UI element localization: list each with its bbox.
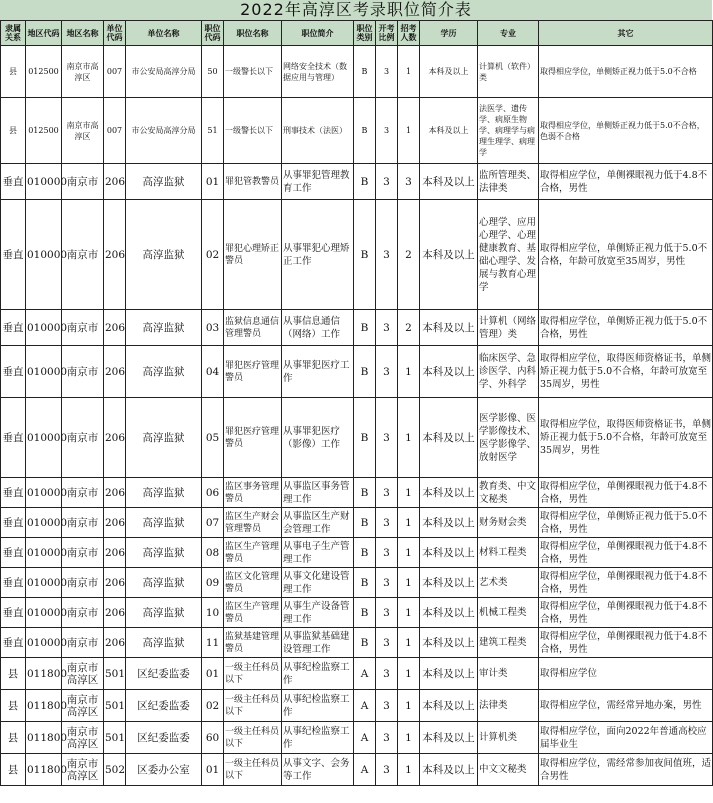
cell-position-code: 02 <box>202 200 224 310</box>
cell-area-name: 南京市 <box>62 628 104 658</box>
cell-relation: 县 <box>1 98 26 164</box>
cell-relation: 垂直 <box>1 398 26 478</box>
cell-ratio: 3 <box>376 98 398 164</box>
cell-count: 1 <box>398 398 420 478</box>
cell-category: B <box>354 46 376 98</box>
cell-major: 机械工程类 <box>478 598 539 628</box>
cell-relation: 县 <box>1 754 26 786</box>
cell-unit-name: 市公安局高淳分局 <box>126 98 202 164</box>
cell-unit-code: 501 <box>104 722 126 754</box>
cell-position-desc: 从事纪检监察工作 <box>282 658 354 690</box>
cell-relation: 垂直 <box>1 164 26 200</box>
cell-major: 临床医学、急诊医学、内科学、外科学 <box>478 346 539 398</box>
header-education: 学历 <box>420 21 478 46</box>
cell-count: 1 <box>398 658 420 690</box>
cell-unit-code: 206 <box>104 538 126 568</box>
cell-other: 取得相应学位，单侧裸眼视力低于4.8不合格，男性 <box>539 478 713 508</box>
cell-position-desc: 网络安全技术（数据应用与管理） <box>282 46 354 98</box>
cell-education: 本科及以上 <box>420 346 478 398</box>
cell-position-name: 监区生产财会管理警员 <box>224 508 282 538</box>
cell-education: 本科及以上 <box>420 46 478 98</box>
cell-position-code: 02 <box>202 690 224 722</box>
cell-other: 取得相应学位 <box>539 658 713 690</box>
cell-category: B <box>354 310 376 346</box>
cell-position-desc: 从事纪检监察工作 <box>282 722 354 754</box>
cell-relation: 垂直 <box>1 628 26 658</box>
cell-area-code: 011800 <box>26 658 62 690</box>
cell-major: 计算机（软件）类 <box>478 46 539 98</box>
cell-unit-name: 高淳监狱 <box>126 346 202 398</box>
cell-unit-name: 高淳监狱 <box>126 478 202 508</box>
header-major: 专业 <box>478 21 539 46</box>
cell-area-code: 010000 <box>26 310 62 346</box>
cell-area-code: 010000 <box>26 164 62 200</box>
cell-relation: 垂直 <box>1 538 26 568</box>
header-position-name: 职位名称 <box>224 21 282 46</box>
cell-other: 取得相应学位，单侧矫正视力低于5.0不合格，男性 <box>539 310 713 346</box>
cell-other: 取得相应学位，单侧裸眼视力低于4.8不合格，男性 <box>539 164 713 200</box>
cell-education: 本科及以上 <box>420 690 478 722</box>
cell-position-name: 监区生产管理警员 <box>224 538 282 568</box>
cell-major: 建筑工程类 <box>478 628 539 658</box>
cell-area-name: 南京市 <box>62 478 104 508</box>
cell-ratio: 3 <box>376 164 398 200</box>
cell-relation: 垂直 <box>1 310 26 346</box>
cell-position-code: 11 <box>202 628 224 658</box>
cell-major: 法律类 <box>478 690 539 722</box>
cell-unit-code: 206 <box>104 628 126 658</box>
cell-position-desc: 从事电子生产管理工作 <box>282 538 354 568</box>
cell-area-code: 011800 <box>26 690 62 722</box>
cell-major: 法医学、遗传学、病原生物学、病理学与病理生理学、病理学 <box>478 98 539 164</box>
cell-major: 心理学、应用心理学、心理健康教育、基础心理学、发展与教育心理学 <box>478 200 539 310</box>
cell-other: 取得相应学位，需经常异地办案，男性 <box>539 690 713 722</box>
cell-relation: 县 <box>1 690 26 722</box>
cell-unit-name: 高淳监狱 <box>126 538 202 568</box>
table-row <box>1 346 713 398</box>
cell-category: B <box>354 478 376 508</box>
cell-category: A <box>354 690 376 722</box>
cell-area-code: 012500 <box>26 98 62 164</box>
table-header-row <box>1 21 713 46</box>
cell-area-name: 南京市 <box>62 538 104 568</box>
cell-position-code: 01 <box>202 164 224 200</box>
table-row <box>1 398 713 478</box>
cell-ratio: 3 <box>376 346 398 398</box>
cell-other: 取得相应学位，单侧矫正视力低于5.0不合格，年龄可放宽至35周岁，男性 <box>539 200 713 310</box>
cell-relation: 县 <box>1 658 26 690</box>
cell-major: 中文文秘类 <box>478 754 539 786</box>
table-row <box>1 538 713 568</box>
cell-area-name: 南京市高淳区 <box>62 722 104 754</box>
cell-education: 本科及以上 <box>420 658 478 690</box>
cell-category: B <box>354 598 376 628</box>
cell-position-code: 09 <box>202 568 224 598</box>
cell-other: 取得相应学位，单侧裸眼视力低于4.8不合格，男性 <box>539 598 713 628</box>
cell-major: 计算机类 <box>478 722 539 754</box>
cell-unit-code: 206 <box>104 346 126 398</box>
cell-major: 监所管理类、法律类 <box>478 164 539 200</box>
cell-area-name: 南京市 <box>62 164 104 200</box>
header-other: 其它 <box>539 21 713 46</box>
cell-ratio: 3 <box>376 46 398 98</box>
cell-unit-name: 高淳监狱 <box>126 398 202 478</box>
cell-relation: 垂直 <box>1 478 26 508</box>
cell-relation: 垂直 <box>1 568 26 598</box>
cell-ratio: 3 <box>376 598 398 628</box>
cell-unit-code: 206 <box>104 164 126 200</box>
cell-count: 1 <box>398 754 420 786</box>
cell-area-name: 南京市 <box>62 598 104 628</box>
cell-area-code: 010000 <box>26 568 62 598</box>
cell-category: A <box>354 658 376 690</box>
header-unit-code: 单位代码 <box>104 21 126 46</box>
cell-position-desc: 从事罪犯医疗（影像）工作 <box>282 398 354 478</box>
cell-unit-code: 206 <box>104 598 126 628</box>
cell-ratio: 3 <box>376 538 398 568</box>
cell-area-name: 南京市 <box>62 398 104 478</box>
cell-area-name: 南京市 <box>62 568 104 598</box>
header-area-code: 地区代码 <box>26 21 62 46</box>
cell-count: 1 <box>398 478 420 508</box>
cell-other: 取得相应学位，单侧裸眼视力低于4.8不合格，男性 <box>539 538 713 568</box>
table-row <box>1 508 713 538</box>
cell-ratio: 3 <box>376 754 398 786</box>
cell-position-code: 51 <box>202 98 224 164</box>
cell-count: 2 <box>398 310 420 346</box>
cell-unit-code: 206 <box>104 568 126 598</box>
page-title: 2022年高淳区考录职位简介表 <box>0 0 712 20</box>
cell-unit-name: 高淳监狱 <box>126 508 202 538</box>
cell-count: 1 <box>398 690 420 722</box>
cell-education: 本科及以上 <box>420 598 478 628</box>
cell-position-desc: 从事生产设备管理工作 <box>282 598 354 628</box>
cell-position-name: 罪犯医疗管理警员 <box>224 398 282 478</box>
cell-position-desc: 从事文化建设管理工作 <box>282 568 354 598</box>
cell-area-name: 南京市 <box>62 508 104 538</box>
cell-education: 本科及以上 <box>420 164 478 200</box>
cell-position-name: 监区生产管理警员 <box>224 598 282 628</box>
cell-category: B <box>354 164 376 200</box>
cell-area-name: 南京市 <box>62 200 104 310</box>
cell-ratio: 3 <box>376 310 398 346</box>
cell-unit-name: 高淳监狱 <box>126 310 202 346</box>
cell-category: A <box>354 722 376 754</box>
cell-unit-name: 区纪委监委 <box>126 722 202 754</box>
cell-area-code: 010000 <box>26 598 62 628</box>
cell-area-code: 011800 <box>26 722 62 754</box>
cell-position-name: 一级警长以下 <box>224 98 282 164</box>
header-unit-name: 单位名称 <box>126 21 202 46</box>
cell-ratio: 3 <box>376 478 398 508</box>
cell-relation: 垂直 <box>1 598 26 628</box>
cell-category: B <box>354 628 376 658</box>
cell-category: A <box>354 754 376 786</box>
cell-position-desc: 从事罪犯医疗工作 <box>282 346 354 398</box>
cell-major: 材料工程类 <box>478 538 539 568</box>
cell-position-name: 一级主任科员以下 <box>224 754 282 786</box>
cell-unit-code: 206 <box>104 310 126 346</box>
cell-area-name: 南京市高淳区 <box>62 46 104 98</box>
cell-unit-code: 206 <box>104 478 126 508</box>
cell-unit-name: 高淳监狱 <box>126 598 202 628</box>
cell-area-name: 南京市高淳区 <box>62 98 104 164</box>
cell-unit-name: 区纪委监委 <box>126 690 202 722</box>
table-row <box>1 200 713 310</box>
cell-unit-code: 007 <box>104 46 126 98</box>
cell-category: B <box>354 346 376 398</box>
cell-ratio: 3 <box>376 690 398 722</box>
cell-ratio: 3 <box>376 398 398 478</box>
cell-unit-code: 502 <box>104 754 126 786</box>
cell-education: 本科及以上 <box>420 754 478 786</box>
cell-education: 本科及以上 <box>420 398 478 478</box>
cell-count: 3 <box>398 164 420 200</box>
cell-unit-name: 高淳监狱 <box>126 568 202 598</box>
cell-count: 1 <box>398 722 420 754</box>
table-row <box>1 754 713 786</box>
cell-ratio: 3 <box>376 722 398 754</box>
cell-position-code: 07 <box>202 508 224 538</box>
cell-area-name: 南京市高淳区 <box>62 690 104 722</box>
cell-position-name: 罪犯医疗管理警员 <box>224 346 282 398</box>
cell-relation: 县 <box>1 722 26 754</box>
cell-position-code: 03 <box>202 310 224 346</box>
cell-count: 1 <box>398 538 420 568</box>
cell-position-code: 05 <box>202 398 224 478</box>
cell-area-name: 南京市高淳区 <box>62 754 104 786</box>
table-row <box>1 98 713 164</box>
cell-major: 审计类 <box>478 658 539 690</box>
cell-education: 本科及以上 <box>420 628 478 658</box>
cell-position-code: 50 <box>202 46 224 98</box>
cell-position-code: 06 <box>202 478 224 508</box>
cell-other: 取得相应学位，取得医师资格证书，单侧矫正视力低于5.0不合格，年龄可放宽至35周岁，男性 <box>539 398 713 478</box>
cell-position-desc: 从事监区事务管理工作 <box>282 478 354 508</box>
table-row <box>1 598 713 628</box>
cell-education: 本科及以上 <box>420 200 478 310</box>
table-row <box>1 722 713 754</box>
cell-position-desc: 从事文字、会务等工作 <box>282 754 354 786</box>
cell-ratio: 3 <box>376 628 398 658</box>
cell-education: 本科及以上 <box>420 310 478 346</box>
cell-position-desc: 从事罪犯管理教育工作 <box>282 164 354 200</box>
cell-education: 本科及以上 <box>420 508 478 538</box>
cell-education: 本科及以上 <box>420 722 478 754</box>
cell-relation: 垂直 <box>1 346 26 398</box>
cell-category: B <box>354 200 376 310</box>
cell-position-desc: 从事监狱基础建设管理工作 <box>282 628 354 658</box>
cell-major: 艺术类 <box>478 568 539 598</box>
cell-unit-name: 区纪委监委 <box>126 658 202 690</box>
cell-other: 取得相应学位，面向2022年普通高校应届毕业生 <box>539 722 713 754</box>
cell-position-desc: 刑事技术（法医） <box>282 98 354 164</box>
cell-position-code: 08 <box>202 538 224 568</box>
cell-unit-name: 市公安局高淳分局 <box>126 46 202 98</box>
cell-category: B <box>354 568 376 598</box>
cell-position-name: 一级警长以下 <box>224 46 282 98</box>
header-ratio: 开考比例 <box>376 21 398 46</box>
cell-position-name: 监区事务管理警员 <box>224 478 282 508</box>
cell-position-name: 罪犯管教警员 <box>224 164 282 200</box>
cell-count: 1 <box>398 508 420 538</box>
cell-other: 取得相应学位，需经常参加夜间值班，适合男性 <box>539 754 713 786</box>
table-row <box>1 628 713 658</box>
header-count: 招考人数 <box>398 21 420 46</box>
cell-count: 2 <box>398 200 420 310</box>
cell-position-desc: 从事纪检监察工作 <box>282 690 354 722</box>
cell-major: 财务财会类 <box>478 508 539 538</box>
cell-relation: 垂直 <box>1 200 26 310</box>
cell-unit-name: 区委办公室 <box>126 754 202 786</box>
cell-major: 医学影像、医学影像技术、医学影像学、放射医学 <box>478 398 539 478</box>
cell-category: B <box>354 538 376 568</box>
cell-position-name: 一级主任科员以下 <box>224 690 282 722</box>
cell-other: 取得相应学位，单侧矫正视力低于5.0不合格 <box>539 46 713 98</box>
cell-other: 取得相应学位，单侧矫正视力低于5.0不合格，色弱不合格 <box>539 98 713 164</box>
cell-count: 1 <box>398 628 420 658</box>
header-relation: 隶属关系 <box>1 21 26 46</box>
table-row <box>1 310 713 346</box>
header-position-desc: 职位简介 <box>282 21 354 46</box>
cell-position-code: 10 <box>202 598 224 628</box>
cell-position-code: 60 <box>202 722 224 754</box>
cell-area-code: 010000 <box>26 346 62 398</box>
cell-position-name: 罪犯心理矫正警员 <box>224 200 282 310</box>
cell-ratio: 3 <box>376 568 398 598</box>
cell-area-code: 010000 <box>26 538 62 568</box>
cell-other: 取得相应学位，取得医师资格证书，单侧矫正视力低于5.0不合格，年龄可放宽至35周岁，男性 <box>539 346 713 398</box>
cell-position-desc: 从事监区生产财会管理工作 <box>282 508 354 538</box>
cell-count: 1 <box>398 46 420 98</box>
header-category: 职位类别 <box>354 21 376 46</box>
cell-area-code: 011800 <box>26 754 62 786</box>
cell-position-desc: 从事信息通信（网络）工作 <box>282 310 354 346</box>
cell-area-code: 010000 <box>26 200 62 310</box>
table-row <box>1 568 713 598</box>
positions-table <box>0 20 713 786</box>
cell-position-name: 一级主任科员以下 <box>224 722 282 754</box>
header-area-name: 地区名称 <box>62 21 104 46</box>
header-position-code: 职位代码 <box>202 21 224 46</box>
cell-area-code: 012500 <box>26 46 62 98</box>
cell-count: 1 <box>398 98 420 164</box>
cell-area-name: 南京市 <box>62 310 104 346</box>
cell-education: 本科及以上 <box>420 478 478 508</box>
table-row <box>1 164 713 200</box>
cell-unit-code: 206 <box>104 508 126 538</box>
cell-area-code: 010000 <box>26 398 62 478</box>
cell-unit-name: 高淳监狱 <box>126 628 202 658</box>
cell-position-name: 监狱信息通信管理警员 <box>224 310 282 346</box>
cell-ratio: 3 <box>376 200 398 310</box>
cell-position-code: 01 <box>202 754 224 786</box>
cell-other: 取得相应学位，单侧矫正视力低于5.0不合格，男性 <box>539 508 713 538</box>
cell-position-name: 监区文化管理警员 <box>224 568 282 598</box>
table-row <box>1 46 713 98</box>
table-row <box>1 658 713 690</box>
cell-area-code: 010000 <box>26 508 62 538</box>
cell-unit-name: 高淳监狱 <box>126 200 202 310</box>
table-row <box>1 478 713 508</box>
cell-category: B <box>354 508 376 538</box>
cell-count: 1 <box>398 346 420 398</box>
cell-relation: 县 <box>1 46 26 98</box>
cell-position-name: 监狱基建管理警员 <box>224 628 282 658</box>
cell-ratio: 3 <box>376 508 398 538</box>
cell-category: B <box>354 398 376 478</box>
cell-unit-code: 206 <box>104 200 126 310</box>
cell-unit-code: 007 <box>104 98 126 164</box>
cell-education: 本科及以上 <box>420 538 478 568</box>
cell-area-name: 南京市 <box>62 346 104 398</box>
cell-major: 教育类、中文文秘类 <box>478 478 539 508</box>
cell-position-name: 一级主任科员以下 <box>224 658 282 690</box>
cell-other: 取得相应学位，单侧裸眼视力低于4.8不合格，男性 <box>539 568 713 598</box>
cell-area-name: 南京市高淳区 <box>62 658 104 690</box>
cell-ratio: 3 <box>376 658 398 690</box>
cell-position-code: 04 <box>202 346 224 398</box>
cell-major: 计算机（网络管理）类 <box>478 310 539 346</box>
table-row <box>1 690 713 722</box>
cell-education: 本科及以上 <box>420 98 478 164</box>
cell-relation: 垂直 <box>1 508 26 538</box>
cell-unit-code: 501 <box>104 658 126 690</box>
cell-area-code: 010000 <box>26 628 62 658</box>
cell-count: 1 <box>398 568 420 598</box>
cell-position-desc: 从事罪犯心理矫正工作 <box>282 200 354 310</box>
cell-education: 本科及以上 <box>420 568 478 598</box>
cell-other: 取得相应学位，单侧裸眼视力低于4.8不合格，男性 <box>539 628 713 658</box>
cell-unit-code: 501 <box>104 690 126 722</box>
cell-position-code: 01 <box>202 658 224 690</box>
cell-count: 1 <box>398 598 420 628</box>
cell-area-code: 010000 <box>26 478 62 508</box>
cell-category: B <box>354 98 376 164</box>
cell-unit-name: 高淳监狱 <box>126 164 202 200</box>
cell-unit-code: 206 <box>104 398 126 478</box>
